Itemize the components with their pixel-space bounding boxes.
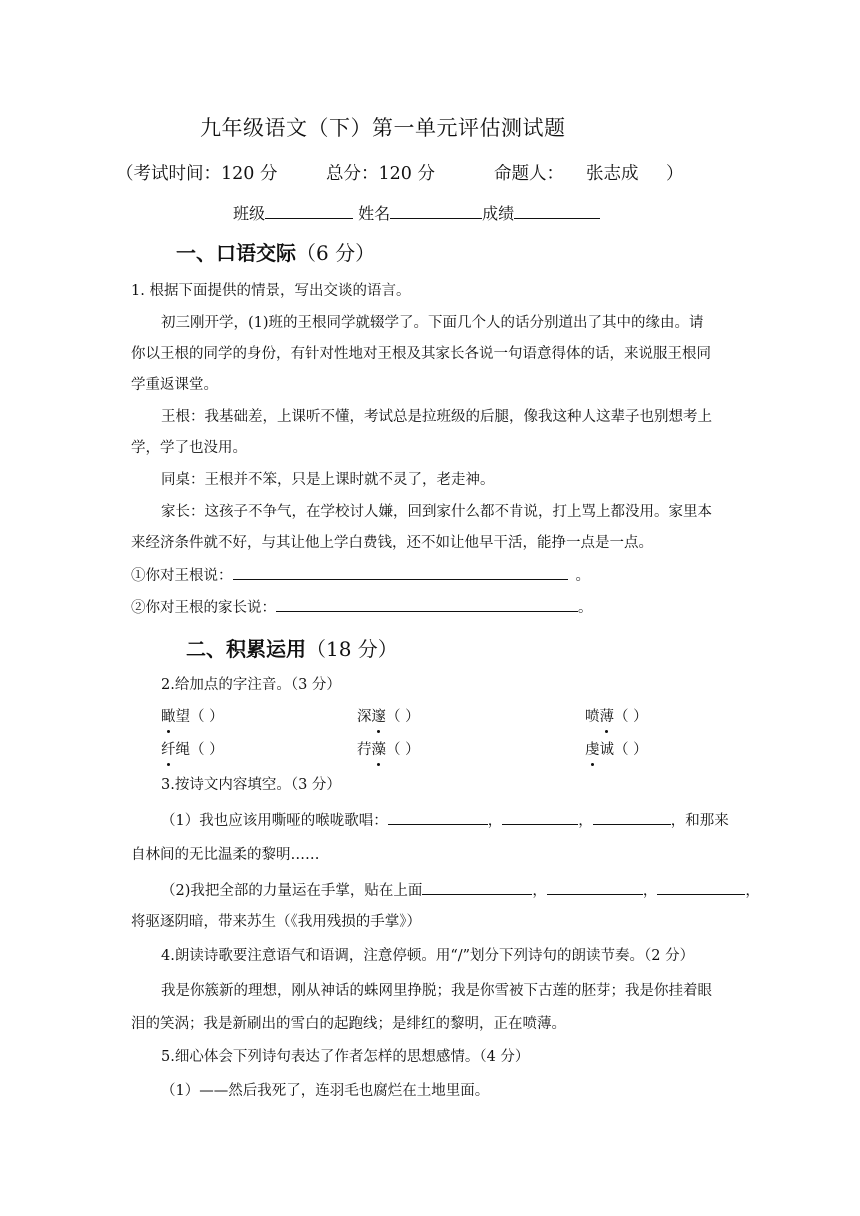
q1-parent-quote: 来经济条件就不好，与其让他上学白费钱，还不如让他早干活，能挣一点是一点。 — [131, 535, 653, 551]
q2-item: 纤绳（ ） — [161, 742, 224, 758]
q4-poem: 我是你簇新的理想，刚从神话的蛛网里挣脱；我是你雪被下古莲的胚芽；我是你挂着眼 — [161, 983, 712, 999]
q1-wanggen-quote: 王根：我基础差，上课听不懂，考试总是拉班级的后腿，像我这种人这辈子也别想考上 — [161, 409, 712, 425]
q2-item: 瞰望（ ） — [161, 709, 224, 725]
q4-poem: 泪的笑涡；我是新刷出的雪白的起跑线；是绯红的黎明，正在喷薄。 — [131, 1016, 566, 1032]
name-field[interactable] — [390, 204, 482, 219]
q3-sentence-2-cont: 将驱逐阴暗，带来苏生（《我用残损的手掌》） — [131, 914, 421, 930]
exam-title: 九年级语文（下）第一单元评估测试题 — [200, 116, 566, 140]
q1-answer-2: ②你对王根的家长说： 。 — [131, 597, 593, 618]
q2-item: 深邃（ ） — [357, 709, 420, 725]
score-label: 成绩 — [482, 204, 515, 223]
q2-prompt: 2.给加点的字注音。（3 分） — [161, 677, 341, 693]
meta-close: ） — [666, 164, 684, 184]
q1-wanggen-quote: 学，学了也没用。 — [131, 440, 247, 456]
class-label: 班级 — [233, 204, 266, 223]
q3-blank[interactable] — [422, 880, 532, 895]
class-field[interactable] — [265, 204, 353, 219]
q5-prompt: 5.细心体会下列诗句表达了作者怎样的思想感情。（4 分） — [161, 1049, 530, 1065]
q2-item: 喷薄（ ） — [585, 709, 648, 725]
q1-context: 你以王根的同学的身份，有针对性地对王根及其家长各说一句语意得体的话，来说服王根同 — [131, 346, 711, 362]
q3-blank[interactable] — [388, 810, 488, 825]
q2-item: 虔诚（ ） — [585, 742, 648, 758]
q2-item: 荇藻（ ） — [357, 742, 420, 758]
q5-sentence-1: （1）——然后我死了，连羽毛也腐烂在土地里面。 — [161, 1083, 490, 1099]
q1-parent-quote: 家长：这孩子不争气，在学校讨人嫌，回到家什么都不肯说，打上骂上都没用。家里本 — [161, 504, 712, 520]
q3-blank[interactable] — [657, 880, 745, 895]
q1-prompt: 1. 根据下面提供的情景，写出交谈的语言。 — [131, 283, 411, 299]
q3-sentence-1: （1）我也应该用嘶哑的喉咙歌唱： ， ， ，和那来 — [161, 810, 729, 831]
exam-total: 总分：120 分 — [326, 164, 435, 184]
answer-1-blank[interactable] — [233, 565, 568, 580]
section-1-heading: 一、口语交际（6 分） — [176, 241, 376, 265]
section-2-heading: 二、积累运用（18 分） — [186, 637, 398, 661]
q3-sentence-2: （2)我把全部的力量运在手掌，贴在上面 ， ， ， — [161, 880, 760, 901]
q3-blank[interactable] — [593, 810, 671, 825]
exam-time: （考试时间：120 分 — [116, 164, 278, 184]
author-label: 命题人： — [494, 164, 564, 184]
score-field[interactable] — [514, 204, 600, 219]
answer-2-blank[interactable] — [276, 597, 578, 612]
author-name: 张志成 — [586, 164, 639, 184]
q3-blank[interactable] — [547, 880, 643, 895]
q3-blank[interactable] — [502, 810, 578, 825]
q4-prompt: 4.朗读诗歌要注意语气和语调，注意停顿。用“/”划分下列诗句的朗读节奏。（2 分） — [161, 948, 695, 964]
q1-context: 初三刚开学，(1)班的王根同学就辍学了。下面几个人的话分别道出了其中的缘由。请 — [161, 315, 704, 331]
q3-prompt: 3.按诗文内容填空。（3 分） — [161, 777, 341, 793]
q1-context: 学重返课堂。 — [131, 377, 218, 393]
student-info — [233, 201, 600, 224]
q3-sentence-1-cont: 自林间的无比温柔的黎明…… — [131, 847, 320, 863]
q1-answer-1: ①你对王根说： 。 — [131, 565, 590, 586]
q1-deskmate-quote: 同桌：王根并不笨，只是上课时就不灵了，老走神。 — [161, 472, 495, 488]
name-label: 姓名 — [358, 204, 391, 223]
